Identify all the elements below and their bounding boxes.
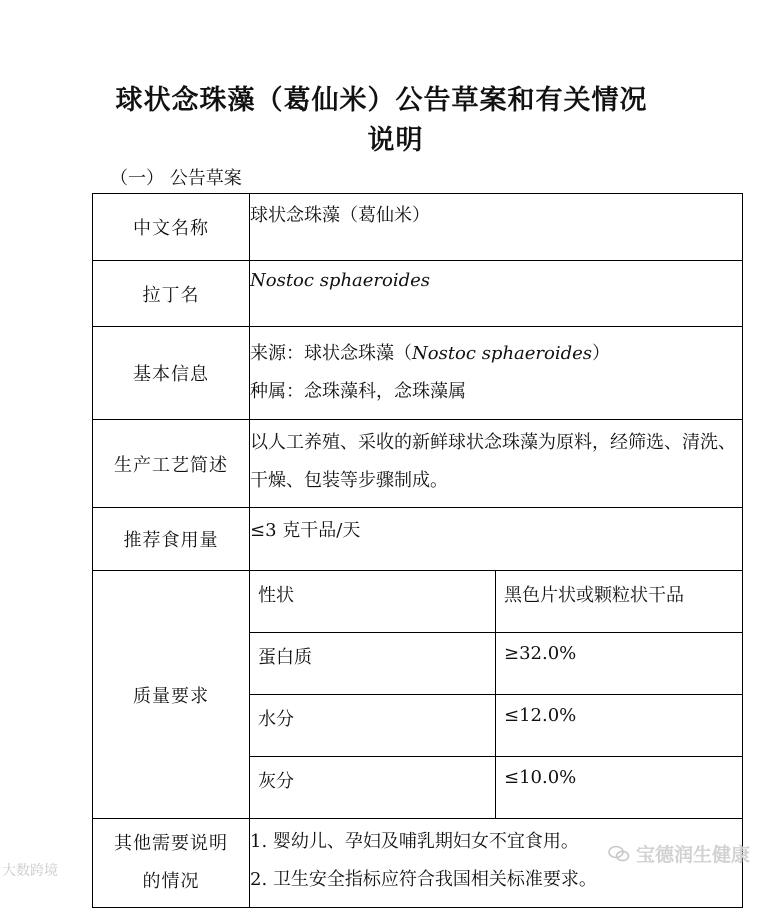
table-row <box>93 508 743 571</box>
quality-row <box>93 571 743 633</box>
quality-item: 灰分 <box>250 757 496 819</box>
dosage-label: 推荐食用量 <box>93 508 250 571</box>
watermark-left <box>2 860 58 880</box>
quality-item: 性状 <box>250 571 496 633</box>
source-line <box>250 335 742 373</box>
table-row <box>93 261 743 327</box>
genus-line: 种属：念珠藻科，念珠藻属 <box>250 381 466 402</box>
latin-name-text: Nostoc sphaeroides <box>250 270 431 291</box>
quality-value: ≤12.0% <box>496 695 743 757</box>
basic-info-label: 基本信息 <box>93 327 250 420</box>
wechat-icon <box>608 845 630 863</box>
quality-value: ≤10.0% <box>496 757 743 819</box>
other-notes-label-line1: 其他需要说明 <box>114 833 228 854</box>
source-suffix: ） <box>592 343 611 364</box>
process-label: 生产工艺简述 <box>93 420 250 508</box>
quality-item: 水分 <box>250 695 496 757</box>
section-heading: （一） 公告草案 <box>110 168 242 189</box>
watermark-right <box>608 840 750 867</box>
quality-label: 质量要求 <box>93 571 250 819</box>
watermark-left-text: 大数跨境 <box>2 863 58 879</box>
source-latin: Nostoc sphaeroides <box>412 343 593 364</box>
latin-name-label: 拉丁名 <box>93 261 250 327</box>
document-title-line2: 说明 <box>367 125 424 156</box>
other-note-item: 2. 卫生安全指标应符合我国相关标准要求。 <box>250 869 597 890</box>
announcement-table <box>92 193 743 908</box>
document-title-line1: 球状念珠藻（葛仙米）公告草案和有关情况 <box>115 85 648 116</box>
basic-info-value <box>250 327 743 420</box>
quality-item: 蛋白质 <box>250 633 496 695</box>
dosage-value: ≤3 克干品/天 <box>250 508 743 571</box>
chinese-name-label: 中文名称 <box>93 194 250 261</box>
table-row <box>93 327 743 420</box>
other-notes-label-line2: 的情况 <box>142 871 200 892</box>
process-value: 以人工养殖、采收的新鲜球状念珠藻为原料，经筛选、清洗、干燥、包装等步骤制成。 <box>250 420 743 508</box>
chinese-name-value: 球状念珠藻（葛仙米） <box>250 194 743 261</box>
other-notes-label <box>93 819 250 908</box>
watermark-right-text: 宝德润生健康 <box>636 844 751 866</box>
source-prefix: 来源：球状念珠藻（ <box>250 343 412 364</box>
latin-name-value <box>250 261 743 327</box>
table-row <box>93 194 743 261</box>
other-note-item: 1. 婴幼儿、孕妇及哺乳期妇女不宜食用。 <box>250 831 579 852</box>
quality-value: 黑色片状或颗粒状干品 <box>496 571 743 633</box>
quality-value: ≥32.0% <box>496 633 743 695</box>
table-row <box>93 420 743 508</box>
